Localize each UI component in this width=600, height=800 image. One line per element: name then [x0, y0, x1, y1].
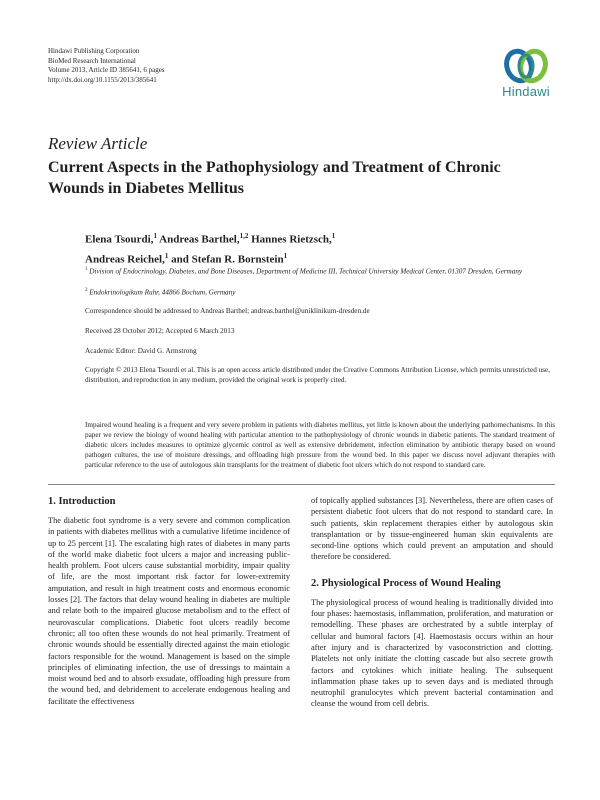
author-affil-sup: 1	[164, 251, 169, 260]
abstract: Impaired wound healing is a frequent and very severe problem in patients with diabetes mellitus, yet little is known about the underlying pathomechanisms. In this paper we review the biology of wound healing with particular attention to the pathophysiology of chronic wounds in diabetic patients. The standard treatment of diabetic ulcers includes measures to optimize glycemic control as well as extensive debridement, infection elimination by antibiotic therapy based on wound pathogen cultures, the use of moisture dressings, and offloading high pressure from the wound bed. In this paper we discuss novel adjuvant therapies with particular reference to the use of autologous skin transplants for the treatment of diabetic foot ulcers which do not respond to standard care.	[85, 421, 555, 469]
author-name: Hannes Rietzsch,	[251, 233, 332, 246]
academic-editor: Academic Editor: David G. Armstrong	[85, 347, 197, 355]
hindawi-rings-icon	[503, 46, 549, 86]
author-affil-sup: 1	[283, 251, 288, 260]
author-affil-sup: 1	[153, 232, 157, 240]
received-dates: Received 28 October 2012; Accepted 6 March 2013	[85, 327, 235, 335]
affiliation-sup: 2	[85, 288, 88, 293]
section-heading-wound-healing: 2. Physiological Process of Wound Healing	[311, 577, 501, 589]
affiliation-1	[85, 265, 555, 276]
copyright-notice: Copyright © 2013 Elena Tsourdi et al. This is an open access article distributed under the Creative Commons Attribution License, which permits unrestricted use, distribution, and reproduction in any medium, provided the original work is properly cited.	[85, 366, 550, 384]
publisher-name: Hindawi Publishing Corporation	[48, 47, 140, 55]
doi-link[interactable]: http://dx.doi.org/10.1155/2013/385641	[48, 75, 157, 84]
affiliation-sup: 1	[85, 267, 88, 272]
article-type: Review Article	[48, 134, 148, 153]
affiliation-text: Endokrinologikum Ruhr, 44866 Bochum, Germany	[89, 288, 236, 297]
right-column	[311, 495, 553, 710]
correspondence: Correspondence should be addressed to Andreas Barthel; andreas.barthel@uniklinikum-dresden.de	[85, 307, 370, 315]
logo-wordmark: Hindawi	[502, 84, 550, 99]
author-affil-sup: 1	[331, 232, 336, 240]
volume-info: Volume 2013, Article ID 385641, 6 pages	[48, 66, 165, 74]
author-list	[85, 228, 555, 267]
journal-name: BioMed Research International	[48, 56, 136, 65]
author-name: Andreas Barthel,	[159, 233, 240, 246]
intro-paragraph: The diabetic foot syndrome is a very severe and common complication in patients with diabetes mellitus with a cumulative lifetime incidence of up to 25 percent [1]. The escalating high rates of diabetes in many parts of the world make diabetic foot ulcers a major and increasing public-health problem. Foot ulcers cause substantial morbidity, impair quality of life, are the most important risk factor for lower-extremity amputation, and result in high treatment costs and enormous economic losses [2]. The factors that delay wound healing in diabetes are multiple and relate both to the impaired glucose metabolism and to the effect of neurovascular complications. Diabetic foot ulcers readily become chronic; all too often these wounds do not heal primarily. Treatment of chronic wounds should be essentially directed against the main etiologic factors responsible for the wound. Management is based on the simple principles of eliminating infection, the use of dressings to maintain a moist wound bed and to absorb exsudate, offloading high pressure from the wound bed, and debridement to accelerate endogenous healing and facilitate the effectiveness	[48, 516, 290, 706]
left-column	[48, 495, 290, 707]
affiliation-text: Division of Endocrinology, Diabetes, and Bone Diseases, Department of Medicine III, Technical University Medical Center, 01307 Dresden, Germany	[89, 267, 523, 276]
intro-continuation-paragraph: of topically applied substances [3]. Nevertheless, there are often cases of persistent diabetic foot ulcers that do not respond to standard care. In such patients, skin replacement therapies either by autologous skin transplantation or by tissue-engineered human skin equivalents are second-line options which could prevent an amputation and should therefore be considered.	[311, 496, 553, 562]
author-name: Elena Tsourdi,	[85, 233, 154, 246]
author-name: Andreas Reichel,	[85, 253, 165, 266]
affiliation-2	[85, 286, 555, 297]
hindawi-logo	[497, 46, 555, 106]
section-divider	[48, 484, 555, 485]
author-affil-sup: 1,2	[239, 232, 249, 240]
wound-healing-paragraph: The physiological process of wound healing is traditionally divided into four phases: haemostasis, inflammation, proliferation, and maturation or remodelling. These phases are orchestrated by a subtle interplay of cellular and humoral factors [4]. Haemostasis occurs within an hour after injury and is characterized by vasoconstriction and clotting. Platelets not only initiate the clotting cascade but also secrete growth factors and cytokines which initiate healing. The subsequent inflammation phase takes up to seven days and is mediated through neutrophil granulocytes which prevent bacterial contamination and cleanse the wound from cell debris.	[311, 597, 553, 709]
section-heading-introduction: 1. Introduction	[48, 496, 116, 507]
author-name: and Stefan R. Bornstein	[171, 253, 284, 266]
article-title: Current Aspects in the Pathophysiology and Treatment of Chronic Wounds in Diabetes Mellitus	[48, 159, 501, 197]
journal-header	[48, 47, 165, 85]
